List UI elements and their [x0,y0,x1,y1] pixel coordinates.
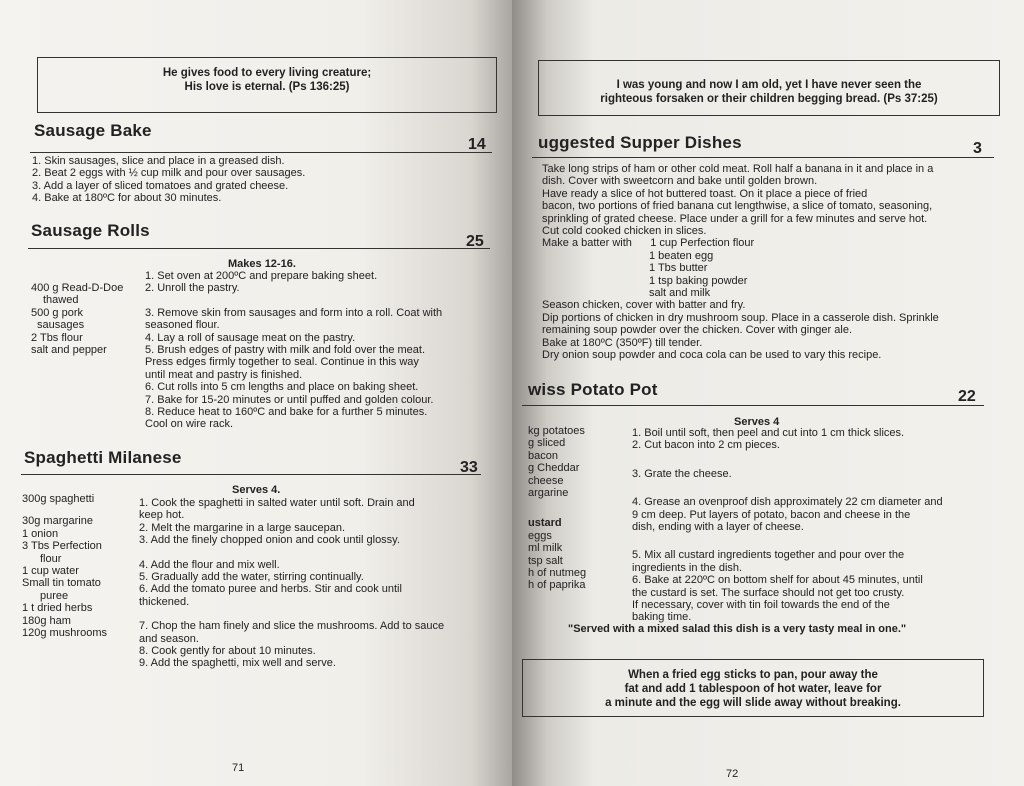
text-line: sprinkling of grated cheese. Place under a grill for a few minutes and serve hot. [542,212,928,225]
step: 8. Cook gently for about 10 minutes. [139,645,316,658]
text-line: Have ready a slice of hot buttered toast. On it place a piece of fried [542,187,868,200]
step: 5. Gradually add the water, stirring continually. [139,571,364,584]
ingredient: flour [40,552,62,565]
tip-line: fat and add 1 tablespoon of hot water, leave for [624,683,882,695]
step: Cool on wire rack. [145,418,234,431]
page-number: 71 [232,762,245,774]
recipe-number: 33 [460,459,478,476]
ingredient: bacon [528,449,558,462]
quote-line: righteous forsaken or their children begging bread. (Ps 37:25) [600,93,938,105]
text-line: salt and milk [542,287,711,300]
ingredient: 1 t dried herbs [22,602,93,615]
ingredient: 180g ham [22,614,71,627]
ingredient: thawed [43,294,79,307]
text-line: dish. Cover with sweetcorn and bake until golden brown. [542,175,818,188]
swiss-ingredients [528,425,586,592]
ingredient: 1 cup water [22,565,79,578]
ingredient: eggs [528,529,552,542]
recipe-number: 3 [973,140,982,157]
step: ingredients in the dish. [632,561,743,574]
step: thickened. [139,595,190,608]
serving-tip: "Served with a mixed salad this dish is a very tasty meal in one." [568,623,907,635]
step: 5. Mix all custard ingredients together and pour over the [632,549,905,562]
step: baking time. [632,611,692,624]
title-rule [522,405,984,406]
ingredient: g Cheddar [528,462,580,475]
step: 4. Lay a roll of sausage meat on the pastry. [145,331,356,344]
ingredient: 30g margarine [22,515,93,528]
step: 9. Add the spaghetti, mix well and serve. [139,657,336,670]
step: 9 cm deep. Put layers of potato, bacon and cheese in the [632,508,911,521]
text-line: bacon, two portions of fried banana cut lengthwise, a slice of tomato, seasoning, [542,200,933,213]
ingredient: 400 g Read-D-Doe [31,282,124,294]
step: dish, ending with a layer of cheese. [632,521,804,534]
step: 3. Add a layer of sliced tomatoes and grated cheese. [32,179,289,192]
step: 6. Add the tomato puree and herbs. Stir and cook until [139,583,402,596]
text-line: Dip portions of chicken in dry mushroom soup. Place in a casserole dish. Sprinkle [542,311,939,324]
swiss-steps [632,427,943,624]
tip-line: When a fried egg sticks to pan, pour away the [628,669,878,681]
quote-line: I was young and now I am old, yet I have never seen the [616,79,922,91]
step: the custard is set. The surface should not get too crusty. [632,586,905,599]
ingredient: argarine [528,487,569,500]
ingredient: h of nutmeg [528,567,587,580]
recipe-yield: Serves 4. [232,484,281,496]
quote-line: He gives food to every living creature; [162,67,372,79]
custard-heading: ustard [528,517,562,530]
ingredient: puree [40,589,69,602]
ingredient: 1 onion [22,527,59,540]
ingredient: 120g mushrooms [22,627,107,640]
page-number: 72 [726,768,739,780]
step: 2. Beat 2 eggs with ½ cup milk and pour over sausages. [32,167,306,180]
recipe-number: 25 [466,233,484,250]
ingredient: sausages [37,319,85,332]
step: 1. Skin sausages, slice and place in a greased dish. [32,155,285,167]
step: 3. Remove skin from sausages and form into a roll. Coat with [145,306,443,319]
step: 4. Bake at 180ºC for about 30 minutes. [32,192,222,205]
recipe-number: 14 [468,136,486,153]
step: 6. Bake at 220ºC on bottom shelf for about 45 minutes, until [632,574,923,587]
sausage-rolls-steps [145,270,442,431]
ingredient: 300g spaghetti [22,493,95,505]
step: 1. Set oven at 200ºC and prepare baking sheet. [145,270,378,282]
recipe-title-sausage-bake: Sausage Bake [34,121,152,140]
step: seasoned flour. [145,319,220,332]
recipe-title-swiss-potato-pot: wiss Potato Pot [528,380,658,399]
recipe-title-spaghetti-milanese: Spaghetti Milanese [24,448,182,467]
step: 3. Grate the cheese. [632,467,732,480]
step: until meat and pastry is finished. [145,368,303,381]
recipe-number: 22 [958,388,976,405]
step: 7. Chop the ham finely and slice the mushrooms. Add to sauce [139,620,445,633]
ingredient: 3 Tbs Perfection [22,540,102,553]
text-line: Season chicken, cover with batter and fry. [542,299,746,312]
recipe-title-suggested-supper: uggested Supper Dishes [538,133,742,152]
text-line: 1 Tbs butter [542,262,708,275]
step: 7. Bake for 15-20 minutes or until puffed and golden colour. [145,393,434,406]
recipe-yield: Serves 4 [734,416,780,428]
ingredient: h of paprika [528,579,586,592]
text-line: remaining soup powder over the chicken. Cover with ginger ale. [542,324,852,337]
text-line: Dry onion soup powder and coca cola can be used to vary this recipe. [542,349,882,362]
text-line: 1 tsp baking powder [542,274,748,287]
spaghetti-steps [139,497,444,670]
ingredient: Small tin tomato [22,577,101,590]
ingredient: g sliced [528,437,566,450]
step: 1. Cook the spaghetti in salted water until soft. Drain and [139,497,415,509]
step: 2. Melt the margarine in a large saucepan. [139,521,346,534]
step: 1. Boil until soft, then peel and cut into 1 cm thick slices. [632,427,905,439]
recipe-yield: Makes 12-16. [228,258,296,270]
step: 2. Cut bacon into 2 cm pieces. [632,439,780,452]
text-line: Take long strips of ham or other cold meat. Roll half a banana in it and place in a [542,163,934,175]
step: 3. Add the finely chopped onion and cook until glossy. [139,534,400,547]
step: 5. Brush edges of pastry with milk and fold over the meat. [145,344,426,357]
suggested-lines [542,163,939,362]
step: If necessary, cover with tin foil towards the end of the [632,599,890,612]
ingredient: 2 Tbs flour [31,331,83,344]
ingredient: cheese [528,474,564,487]
ingredient: 500 g pork [31,306,83,319]
step: 8. Reduce heat to 160ºC and bake for a further 5 minutes. [145,406,428,419]
text-line: Make a batter with 1 cup Perfection flour [542,237,755,250]
ingredient: kg potatoes [528,425,585,437]
text-line: 1 beaten egg [542,249,714,262]
right-page [512,0,1024,786]
text-line: Cut cold cooked chicken in slices. [542,225,707,238]
sausage-bake-steps [32,155,305,205]
tip-box [522,659,984,717]
ingredient: tsp salt [528,554,563,567]
title-rule [28,248,490,249]
ingredient: ml milk [528,542,563,555]
title-rule [21,474,481,475]
step: 6. Cut rolls into 5 cm lengths and place on baking sheet. [145,381,419,394]
spaghetti-ingredients [22,493,107,639]
title-rule [532,157,994,158]
step: 4. Grease an ovenproof dish approximately 22 cm diameter and [632,496,943,509]
quote-box-left [37,57,497,113]
text-line: Bake at 180ºC (350ºF) till tender. [542,336,703,349]
recipe-title-sausage-rolls: Sausage Rolls [31,221,150,240]
step: 2. Unroll the pastry. [145,282,240,295]
tip-line: a minute and the egg will slide away without breaking. [605,697,901,709]
step: Press edges firmly together to seal. Continue in this way [145,356,419,369]
step: keep hot. [139,509,185,522]
quote-box-right [538,60,1000,116]
quote-line: His love is eternal. (Ps 136:25) [184,81,350,93]
sausage-rolls-ingredients [31,282,123,356]
step: 4. Add the flour and mix well. [139,558,280,571]
step: and season. [139,632,199,645]
ingredient: salt and pepper [31,344,107,357]
title-rule [30,152,492,153]
